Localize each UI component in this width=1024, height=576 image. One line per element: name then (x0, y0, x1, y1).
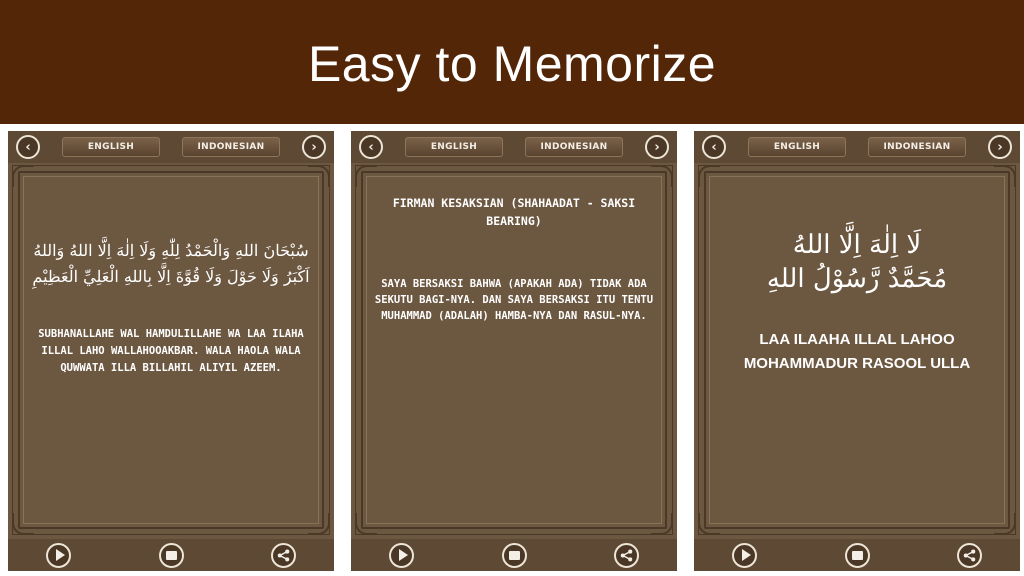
top-bar (8, 131, 334, 163)
phone-screenshot-shahaadat (351, 131, 677, 571)
arabic-text (767, 228, 947, 296)
stop-icon (166, 551, 177, 560)
share-button[interactable] (957, 543, 982, 568)
indonesian-button[interactable]: INDONESIAN (182, 137, 280, 157)
english-button[interactable]: ENGLISH (405, 137, 503, 157)
play-button[interactable] (389, 543, 414, 568)
arabic-line: لَا اِلٰهَ اِلَّا اللهُ (792, 230, 922, 260)
chevron-left-icon[interactable]: ‹ (16, 135, 40, 159)
play-icon (742, 549, 751, 561)
transliteration-line: MOHAMMADUR RASOOL ULLA (743, 355, 971, 372)
share-icon (277, 549, 290, 562)
top-bar (694, 131, 1020, 163)
chevron-right-icon[interactable]: › (302, 135, 326, 159)
content-area (27, 180, 315, 520)
play-button[interactable] (732, 543, 757, 568)
indonesian-button[interactable]: INDONESIAN (525, 137, 623, 157)
transliteration-text: SUBHANALLAHE WAL HAMDULILLAHE WA LAA ILAHA ILLAL LAHO WALLAHOOAKBAR. WALA HAOLA WALA QUWWATA ILLA BILLAHIL ALIYIL AZEEM. (38, 328, 304, 374)
content-frame (12, 165, 330, 535)
stop-button[interactable] (845, 543, 870, 568)
bottom-bar (8, 539, 334, 571)
section-heading: FIRMAN KESAKSIAN (SHAHAADAT - SAKSI BEARING) (392, 196, 636, 228)
chevron-right-icon[interactable]: › (645, 135, 669, 159)
translation-text: SAYA BERSAKSI BAHWA (APAKAH ADA) TIDAK ADA SEKUTU BAGI-NYA. DAN SAYA BERSAKSI ITU TENTU MUHAMMAD (ADALAH) HAMBA-NYA DAN RASUL-NYA. (374, 278, 654, 322)
slide-title: Easy to Memorize (307, 36, 717, 92)
phone-screenshot-kalima (694, 131, 1020, 571)
arabic-text: سُبْحَانَ اللهِ وَالْحَمْدُ لِلّٰهِ وَلَا اِلٰهَ اِلَّا اللهُ وَاللهُ اَكْبَرُ وَلَا حَوْلَ وَلَا قُوَّةَ اِلَّا بِاللهِ الْعَلِيِّ الْعَظِيْمِ (32, 241, 310, 286)
top-bar (351, 131, 677, 163)
english-button[interactable]: ENGLISH (748, 137, 846, 157)
play-icon (56, 549, 65, 561)
play-icon (399, 549, 408, 561)
chevron-left-icon[interactable]: ‹ (702, 135, 726, 159)
content-area (370, 180, 658, 520)
share-icon (963, 549, 976, 562)
indonesian-button[interactable]: INDONESIAN (868, 137, 966, 157)
content-frame (355, 165, 673, 535)
bottom-bar (351, 539, 677, 571)
english-button[interactable]: ENGLISH (62, 137, 160, 157)
arabic-line: مُحَمَّدٌ رَّسُوْلُ اللهِ (766, 264, 948, 294)
bottom-bar (694, 539, 1020, 571)
stop-button[interactable] (159, 543, 184, 568)
stop-icon (852, 551, 863, 560)
phone-screenshot-tasbih (8, 131, 334, 571)
stop-icon (509, 551, 520, 560)
content-area (713, 180, 1001, 520)
share-button[interactable] (271, 543, 296, 568)
chevron-left-icon[interactable]: ‹ (359, 135, 383, 159)
share-button[interactable] (614, 543, 639, 568)
content-frame (698, 165, 1016, 535)
transliteration-text (744, 328, 970, 376)
stop-button[interactable] (502, 543, 527, 568)
transliteration-line: LAA ILAAHA ILLAL LAHOO (759, 331, 955, 348)
play-button[interactable] (46, 543, 71, 568)
slide-header (0, 0, 1024, 124)
share-icon (620, 549, 633, 562)
chevron-right-icon[interactable]: › (988, 135, 1012, 159)
